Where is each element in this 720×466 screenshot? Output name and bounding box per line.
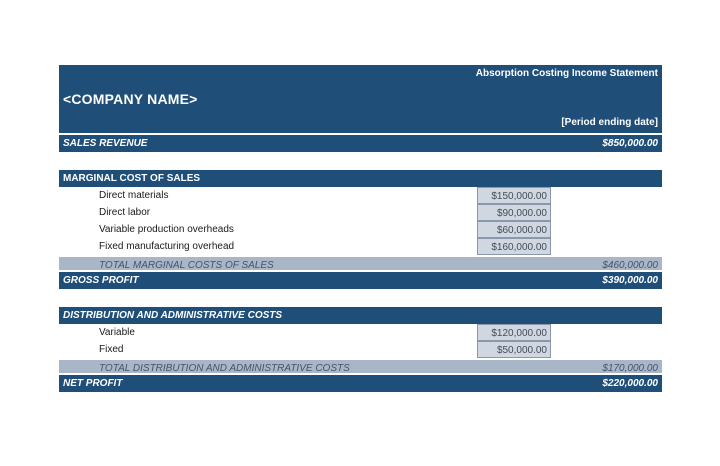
net-profit-row: [59, 375, 662, 392]
period-ending-date[interactable]: [Period ending date]: [561, 117, 658, 128]
net-profit-amount: $220,000.00: [602, 378, 658, 389]
sales-revenue-label: SALES REVENUE: [63, 138, 148, 149]
cost-item-amount[interactable]: $90,000.00: [477, 204, 551, 221]
sales-revenue-amount[interactable]: $850,000.00: [602, 138, 658, 149]
total-marginal-costs-row: [59, 255, 662, 272]
cost-item-amount[interactable]: $50,000.00: [477, 341, 551, 358]
distribution-costs-heading-label: DISTRIBUTION AND ADMINISTRATIVE COSTS: [63, 310, 283, 321]
table-row: [59, 238, 662, 255]
table-row: [59, 204, 662, 221]
distribution-costs-heading: [59, 307, 662, 324]
total-distribution-costs-label: TOTAL DISTRIBUTION AND ADMINISTRATIVE COSTS: [99, 363, 350, 374]
cost-item-amount[interactable]: $150,000.00: [477, 187, 551, 204]
cost-item-label: Fixed manufacturing overhead: [99, 241, 235, 252]
table-row: [59, 221, 662, 238]
table-row: [59, 187, 662, 204]
total-marginal-costs-label: TOTAL MARGINAL COSTS OF SALES: [99, 260, 274, 271]
document-title: Absorption Costing Income Statement: [475, 68, 658, 79]
cost-item-label: Direct materials: [99, 190, 169, 201]
spacer: [59, 152, 662, 170]
table-row: [59, 324, 662, 341]
cost-item-label: Variable production overheads: [99, 224, 234, 235]
gross-profit-amount: $390,000.00: [602, 275, 658, 286]
cost-item-amount[interactable]: $120,000.00: [477, 324, 551, 341]
sales-revenue-row: [59, 135, 662, 152]
cost-item-amount[interactable]: $160,000.00: [477, 238, 551, 255]
statement-header: [59, 65, 662, 133]
marginal-cost-heading: [59, 170, 662, 187]
total-distribution-costs-row: [59, 358, 662, 375]
spacer: [59, 289, 662, 307]
company-name[interactable]: <COMPANY NAME>: [63, 91, 198, 107]
marginal-cost-heading-label: MARGINAL COST OF SALES: [63, 173, 201, 184]
gross-profit-label: GROSS PROFIT: [63, 275, 139, 286]
total-distribution-costs-amount: $170,000.00: [602, 363, 658, 374]
income-statement-sheet: [59, 65, 662, 392]
total-marginal-costs-amount: $460,000.00: [602, 260, 658, 271]
cost-item-amount[interactable]: $60,000.00: [477, 221, 551, 238]
net-profit-label: NET PROFIT: [63, 378, 123, 389]
cost-item-label: Variable: [99, 327, 135, 338]
cost-item-label: Direct labor: [99, 207, 151, 218]
gross-profit-row: [59, 272, 662, 289]
table-row: [59, 341, 662, 358]
cost-item-label: Fixed: [99, 344, 124, 355]
